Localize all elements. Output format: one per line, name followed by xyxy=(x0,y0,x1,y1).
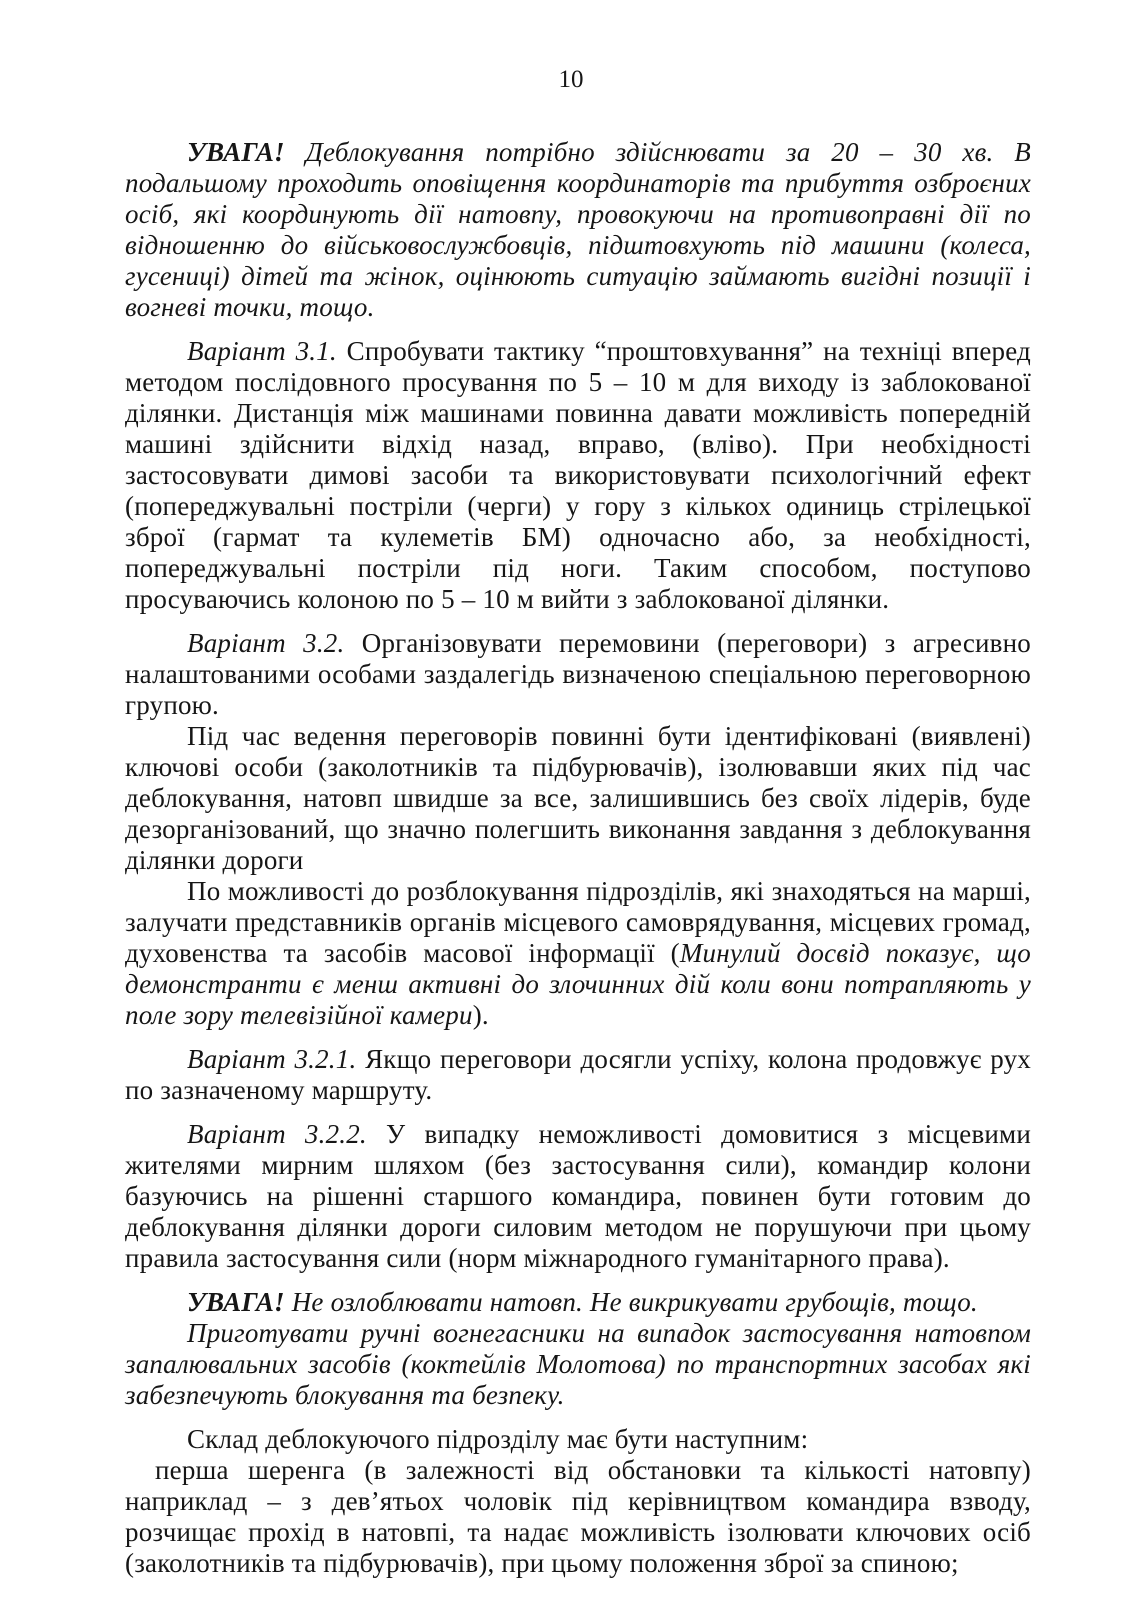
variant-3-1-paragraph xyxy=(125,336,1031,615)
variant-3-2-label: Варіант 3.2. xyxy=(187,628,345,658)
variant-3-2-1-label: Варіант 3.2.1. xyxy=(187,1044,357,1074)
variant-3-2-paragraph xyxy=(125,628,1031,721)
variant-3-2-2-paragraph xyxy=(125,1119,1031,1274)
page-content xyxy=(125,124,1031,1579)
variant-3-2-2-text: У випадку неможливості домовитися з місцевими жителями мирним шляхом (без застосування сили), командир колони базуючись на рішенні старшого командира, повинен бути готовим до деблокування ділянки дороги силовим методом не порушуючи при цьому правила застосування сили (норм міжнародного гуманітарного права). xyxy=(125,1119,1031,1273)
fire-extinguishers-paragraph xyxy=(125,1318,1031,1411)
attention-label: УВАГА! xyxy=(187,137,285,167)
variant-3-2-text: Організовувати перемовини (переговори) з агресивно налаштованими особами заздалегідь визначеною спеціальною переговорною групою. xyxy=(125,628,1031,720)
variant-3-2-2-label: Варіант 3.2.2. xyxy=(187,1119,367,1149)
attention-note-crowd xyxy=(125,1287,1031,1318)
variant-3-1-text: Спробувати тактику “проштовхування” на техніці вперед методом послідовного просування по 5 – 10 м для виходу із заблокованої ділянки. Дистанція між машинами повинна давати можливість попередній машині здійснити відхід назад, вправо, (вліво). При необхідності застосовувати димові засоби та використовувати психологічний ефект (попереджувальні постріли (черги) у гору з кількох одиниць стрілецької зброї (гармат та кулеметів БМ) одночасно або, за необхідності, попереджувальні постріли під ноги. Таким способом, поступово просуваючись колоною по 5 – 10 м вийти з заблокованої ділянки. xyxy=(125,336,1031,614)
variant-3-1-label: Варіант 3.1. xyxy=(187,336,337,366)
attention-text: Деблокування потрібно здійснювати за 20 – 30 хв. В подальшому проходить оповіщення координаторів та прибуття озброєних осіб, які координують дії натовпу, провокуючи на противоправні дії по відношенню до військовослужбовців, підштовхують під машини (колеса, гусениці) дітей та жінок, оцінюють ситуацію займають вигідні позиції і вогневі точки, тощо. xyxy=(125,137,1031,322)
attention-crowd-text: Не озлоблювати натовп. Не викрикувати грубощів, тощо. xyxy=(284,1287,978,1317)
local-authorities-involvement-paragraph xyxy=(125,876,1031,1031)
variant-3-2-1-text: Якщо переговори досягли успіху, колона продовжує рух по зазначеному маршруту. xyxy=(125,1044,1031,1105)
unit-composition-heading xyxy=(125,1424,1031,1455)
negotiations-identification-paragraph xyxy=(125,721,1031,876)
first-rank-text: перша шеренга (в залежності від обстановки та кількості натовпу) наприклад – з дев’ятьох чоловік під керівництвом командира взводу, розчищає прохід в натовпі, та надає можливість ізолювати ключових осіб (заколотників та підбурювачів), при цьому положення зброї за спиною; xyxy=(125,1455,1031,1578)
attention-label: УВАГА! xyxy=(187,1287,285,1317)
fire-extinguishers-text: Приготувати ручні вогнегасники на випадок застосування натовпом запалювальних засобів (коктейлів Молотова) по транспортних засобах які забезпечують блокування та безпеку. xyxy=(125,1318,1031,1410)
past-experience-note: Минулий досвід показує, що демонстранти є менш активні до злочинних дій коли вони потрапляють у поле зору телевізійної камери xyxy=(125,938,1031,1030)
variant-3-2-1-paragraph xyxy=(125,1044,1031,1106)
attention-note-deblocking-time xyxy=(125,137,1031,323)
negotiations-identification-text: Під час ведення переговорів повинні бути ідентифіковані (виявлені) ключові особи (заколотників та підбурювачів), ізолювавши яких під час деблокування, натовп швидше за все, залишившись без своїх лідерів, буде дезорганізований, що значно полегшить виконання завдання з деблокування ділянки дороги xyxy=(125,721,1031,875)
local-authorities-text: По можливості до розблокування підрозділів, які знаходяться на марші, залучати представників органів місцевого самоврядування, місцевих громад, духовенства та засобів масової інформації ( xyxy=(125,876,1031,968)
first-rank-paragraph xyxy=(125,1455,1031,1579)
local-authorities-text-tail: ). xyxy=(472,1000,489,1030)
page-number: 10 xyxy=(558,66,584,93)
unit-composition-text: Склад деблокуючого підрозділу має бути наступним: xyxy=(187,1424,809,1454)
